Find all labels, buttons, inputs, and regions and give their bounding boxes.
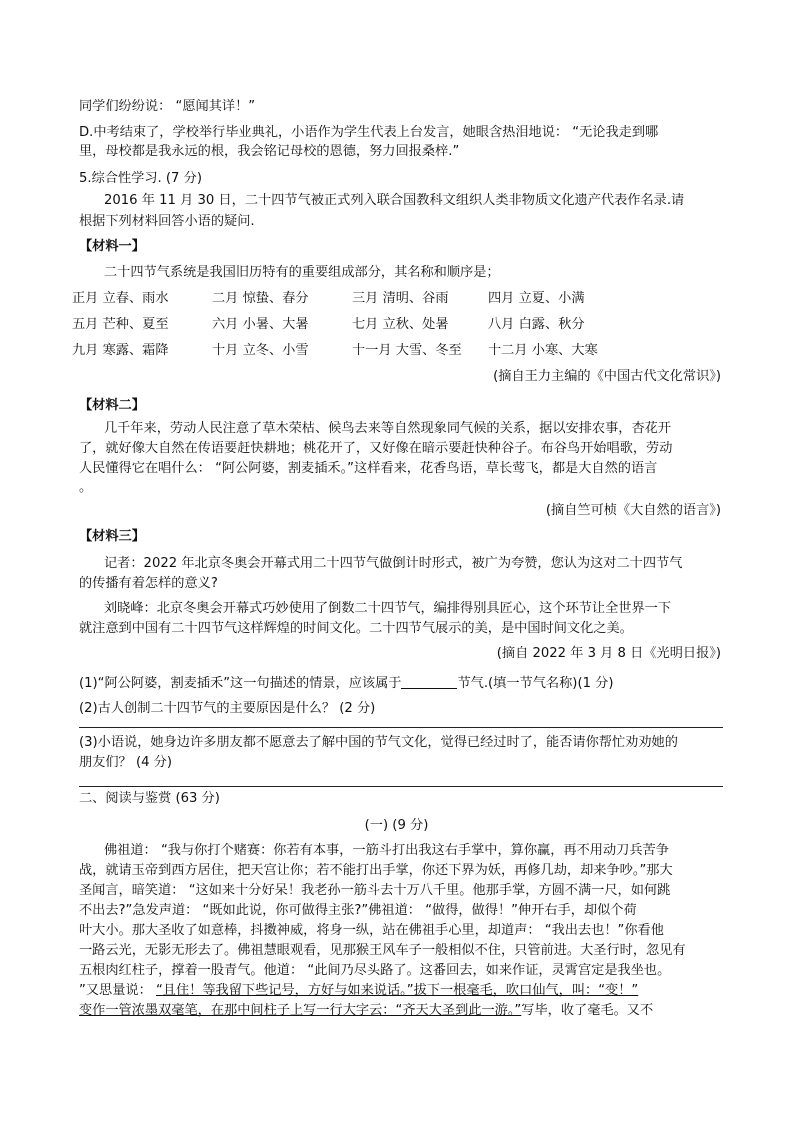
solar-term-row bbox=[72, 316, 722, 334]
solar-term-row bbox=[72, 342, 722, 360]
underlined-text: “齐天大圣到此一游。” bbox=[395, 1003, 522, 1018]
text-line: 圣闻言，暗笑道： “这如来十分好呆！我老孙一筋斗去十万八千里。他那手掌，方圆不满一尺，如何跳 bbox=[79, 883, 671, 898]
text-line: 二十四节气系统是我国旧历特有的重要组成部分，其名称和顺序是； bbox=[104, 265, 500, 280]
solar-term-cell: 六月 小暑、大暑 bbox=[212, 317, 309, 332]
solar-term-cell: 正月 立春、雨水 bbox=[72, 291, 169, 306]
text-line: 佛祖道： “我与你打个赌赛：你若有本事，一筋斗打出我这右手掌中，算你赢，再不用动刀兵苦争 bbox=[104, 843, 669, 858]
solar-term-cell: 十一月 大雪、冬至 bbox=[352, 343, 462, 358]
text-line: 根据下列材料回答小语的疑问. bbox=[79, 214, 255, 229]
solar-term-cell: 九月 寒露、霜降 bbox=[72, 343, 169, 358]
text-line: 2016 年 11 月 30 日，二十四节气被正式列入联合国教科文组织人类非物质文化遗产代表作名录.请 bbox=[104, 193, 685, 208]
text-line: 就注意到中国有二十四节气这样辉煌的时间文化。二十四节气展示的美，是中国时间文化之美。 bbox=[79, 621, 633, 636]
text-line: 里，母校都是我永远的根，我会铭记母校的恩德，努力回报桑梓.” bbox=[79, 144, 460, 159]
solar-term-cell: 四月 立夏、小满 bbox=[488, 291, 585, 306]
source-citation: (摘自 2022 年 3 月 8 日《光明日报》) bbox=[496, 646, 721, 661]
underlined-text: 变作一管浓墨双毫笔，在那中间柱子上写一行大字云： bbox=[79, 1003, 396, 1018]
question-text: 节气.(填一节气名称)(1 分) bbox=[457, 676, 614, 691]
text-line: 记者：2022 年北京冬奥会开幕式用二十四节气做倒计时形式，被广为夸赞，您认为这对二十四节气 bbox=[104, 556, 683, 571]
text-line: D.中考结束了，学校举行毕业典礼，小语作为学生代表上台发言，她眼含热泪地说： “无论我走到哪 bbox=[79, 125, 659, 140]
source-citation: (摘自竺可桢《大自然的语言》) bbox=[545, 503, 721, 518]
text-line: 。 bbox=[79, 480, 93, 495]
answer-blank[interactable] bbox=[401, 674, 457, 689]
text-line: 几千年来，劳动人民注意了草木荣枯、候鸟去来等自然现象同气候的关系，据以安排农事，杏花开 bbox=[104, 421, 672, 436]
subsection-heading: (一) (9 分) bbox=[364, 818, 429, 833]
text-line: 同学们纷纷说： “愿闻其详！” bbox=[79, 99, 256, 114]
question-5-heading: 5.综合性学习. (7 分) bbox=[79, 171, 202, 186]
text-line bbox=[79, 1002, 653, 1020]
text-line: 一路云光，无影无形去了。佛祖慧眼观看，见那猴王风车子一般相似不住，只管前进。大圣行时，忽见有 bbox=[79, 943, 686, 958]
question-5-3: (3)小语说，她身边许多朋友都不愿意去了解中国的节气文化，觉得已经过时了，能否请你帮忙劝劝她的 bbox=[79, 735, 678, 750]
text-segment: ”又思量说： bbox=[79, 983, 156, 998]
text-segment: 写毕，收了毫毛。又不 bbox=[521, 1003, 654, 1018]
material-3-heading: 【材料三】 bbox=[79, 529, 145, 544]
solar-term-cell: 十二月 小寒、大寒 bbox=[488, 343, 598, 358]
source-citation: (摘自王力主编的《中国古代文化常识》) bbox=[493, 369, 721, 384]
solar-term-cell: 二月 惊蛰、春分 bbox=[212, 291, 309, 306]
text-line: 的传播有着怎样的意义? bbox=[79, 576, 218, 591]
answer-line bbox=[79, 786, 723, 787]
solar-term-row bbox=[72, 290, 722, 308]
solar-term-cell: 五月 芒种、夏至 bbox=[72, 317, 169, 332]
text-line bbox=[79, 982, 638, 1000]
text-line: 人民懂得它在唱什么： “阿公阿婆，割麦插禾。”这样看来，花香鸟语，草长莺飞，都是大自然的语言 bbox=[79, 461, 658, 476]
question-text: (1)“阿公阿婆，割麦插禾”这一句描述的情景，应该属于 bbox=[79, 676, 402, 691]
material-2-heading: 【材料二】 bbox=[79, 398, 145, 413]
underlined-text: “且住！等我留下些记号，方好与如来说话。”拔下一根毫毛，吹口仙气，叫：“变！” bbox=[155, 983, 639, 998]
question-5-2: (2)古人创制二十四节气的主要原因是什么？ (2 分) bbox=[79, 701, 376, 716]
text-line: 叶大小。那大圣收了如意棒，抖擞神威，将身一纵，站在佛祖手心里，却道声： “我出去也！”你看他 bbox=[79, 923, 664, 938]
answer-line bbox=[79, 727, 723, 728]
text-line: 不出去?”急发声道： “既如此说，你可做得主张?”佛祖道： “做得，做得！”伸开右手，却似个荷 bbox=[79, 903, 637, 918]
text-line: 五根肉红柱子，撑着一股青气。他道： “此间乃尽头路了。这番回去，如来作证，灵霄宫定是我坐也。 bbox=[79, 963, 671, 978]
question-5-1 bbox=[79, 674, 614, 693]
solar-term-cell: 八月 白露、秋分 bbox=[488, 317, 585, 332]
solar-term-cell: 三月 清明、谷雨 bbox=[352, 291, 449, 306]
text-line: 战，就请玉帝到西方居住，把天宫让你；若不能打出手掌，你还下界为妖，再修几劫，却来争吵。”那大 bbox=[79, 863, 673, 878]
section-heading: 二、阅读与鉴赏 (63 分) bbox=[79, 791, 220, 806]
text-line: 了，就好像大自然在传语要赶快耕地；桃花开了，又好像在暗示要赶快种谷子。布谷鸟开始唱歌，劳动 bbox=[79, 441, 673, 456]
solar-term-cell: 七月 立秋、处暑 bbox=[352, 317, 449, 332]
text-line: 朋友们？ (4 分) bbox=[79, 755, 173, 770]
text-line: 刘晓峰：北京冬奥会开幕式巧妙使用了倒数二十四节气，编排得别具匠心，这个环节让全世界一下 bbox=[104, 601, 672, 616]
solar-term-cell: 十月 立冬、小雪 bbox=[212, 343, 309, 358]
material-1-heading: 【材料一】 bbox=[79, 239, 145, 254]
